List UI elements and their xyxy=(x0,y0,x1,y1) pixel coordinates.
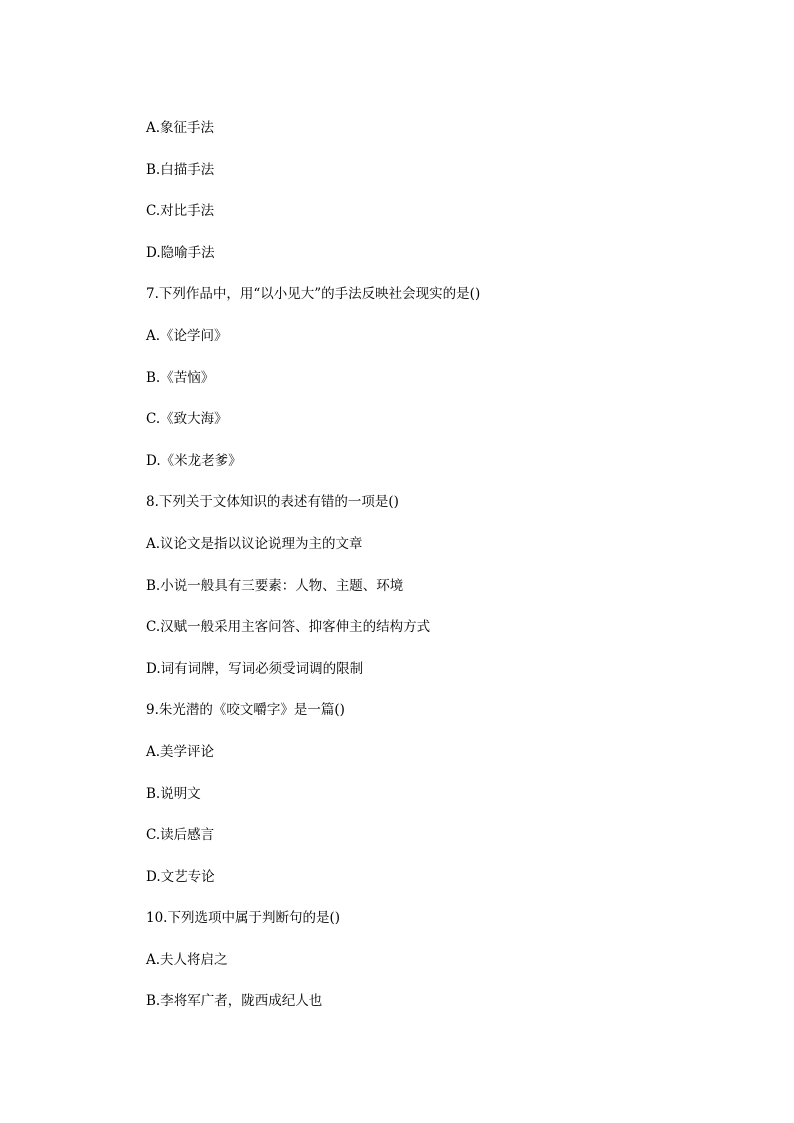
q8-option-d: D.词有词牌，写词必须受词调的限制 xyxy=(146,661,364,677)
q9-option-b: B.说明文 xyxy=(146,786,201,802)
q9-question: 9.朱光潜的《咬文嚼字》是一篇() xyxy=(146,702,345,718)
q7-option-c: C.《致大海》 xyxy=(146,411,228,427)
q8-option-a: A.议论文是指以议论说理为主的文章 xyxy=(146,536,363,552)
q9-option-c: C.读后感言 xyxy=(146,827,215,843)
q8-option-b: B.小说一般具有三要素：人物、主题、环境 xyxy=(146,578,404,594)
q10-option-b: B.李将军广者，陇西成纪人也 xyxy=(146,993,323,1009)
q10-option-a: A.夫人将启之 xyxy=(146,952,228,968)
q10-question: 10.下列选项中属于判断句的是() xyxy=(146,910,341,926)
q6-option-c: C.对比手法 xyxy=(146,203,215,219)
q8-option-c: C.汉赋一般采用主客问答、抑客伸主的结构方式 xyxy=(146,619,431,635)
q7-option-b: B.《苦恼》 xyxy=(146,370,215,386)
q7-option-a: A.《论学问》 xyxy=(146,328,228,344)
q7-option-d: D.《米龙老爹》 xyxy=(146,453,242,469)
q8-question: 8.下列关于文体知识的表述有错的一项是() xyxy=(146,494,399,510)
q9-option-d: D.文艺专论 xyxy=(146,869,215,885)
q6-option-b: B.白描手法 xyxy=(146,162,215,178)
q7-question: 7.下列作品中，用“以小见大”的手法反映社会现实的是() xyxy=(146,286,481,302)
q9-option-a: A.美学评论 xyxy=(146,744,215,760)
q6-option-d: D.隐喻手法 xyxy=(146,245,215,261)
q6-option-a: A.象征手法 xyxy=(146,120,215,136)
